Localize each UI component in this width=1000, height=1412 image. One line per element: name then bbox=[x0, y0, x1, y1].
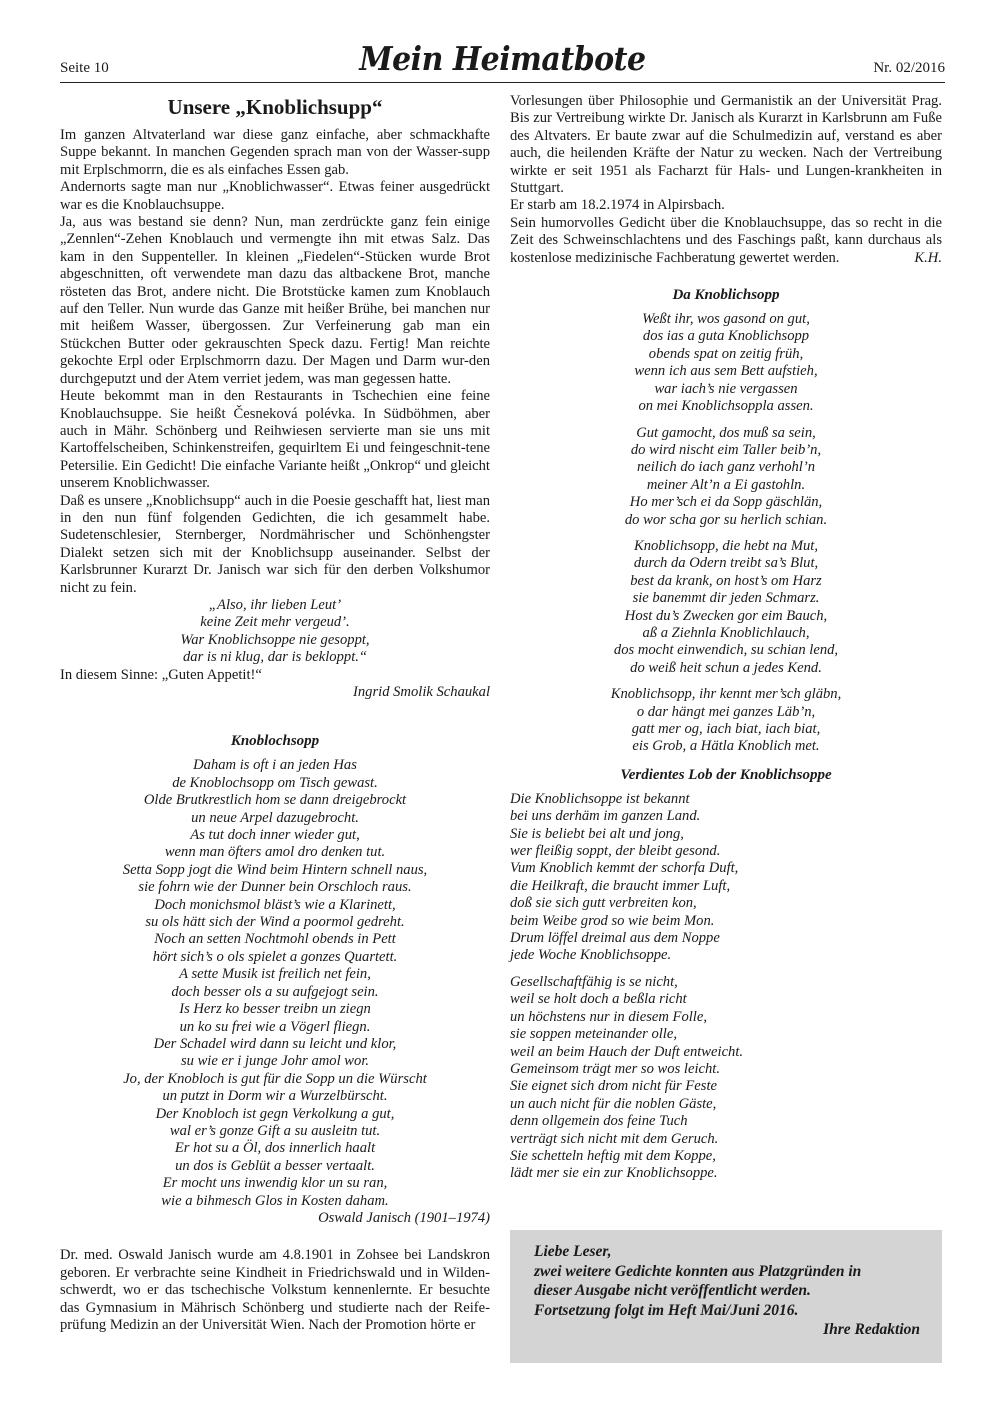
poem-line: Der Knobloch ist gegn Verkolkung a gut, bbox=[155, 1105, 395, 1122]
poem-line: do wor scha gor su herlich schian. bbox=[624, 511, 828, 528]
quote-line: „Also, ihr lieben Leut’ bbox=[208, 596, 342, 613]
poem-line: un auch nicht für die noblen Gäste, bbox=[510, 1095, 717, 1112]
left-column bbox=[60, 93, 490, 1334]
poem-line: bei uns derhäm im ganzen Land. bbox=[510, 808, 701, 825]
poem-line: un dos is Geblüt a besser vertaalt. bbox=[175, 1157, 375, 1174]
poem-line: Noch an setten Nochtmohl obends in Pett bbox=[154, 931, 396, 948]
poem-line: sie fohrn wie der Dunner bein Orschloch raus. bbox=[138, 879, 412, 896]
article-closing: In diesem Sinne: „Guten Appetit!“ bbox=[60, 666, 262, 683]
bio-signature: K.H. bbox=[914, 249, 942, 266]
poem-stanza bbox=[510, 686, 942, 756]
poem-line: Sie eignet sich drom nicht für Feste bbox=[510, 1078, 717, 1095]
right-column bbox=[510, 93, 942, 1192]
poem-stanza bbox=[510, 538, 942, 677]
poem-line: Ho mer’sch ei da Sopp gäschlän, bbox=[629, 494, 823, 511]
poem-line: lädt mer sie ein zur Knoblichsoppe. bbox=[510, 1165, 718, 1182]
poem-line: weil se holt doch a beßla richt bbox=[510, 991, 687, 1008]
page-header bbox=[60, 40, 945, 83]
poem-line: Drum löffel dreimal aus dem Noppe bbox=[510, 930, 720, 947]
poem-line: durch da Odern treibt sa’s Blut, bbox=[633, 555, 819, 572]
article-author: Ingrid Smolik Schaukal bbox=[353, 684, 490, 700]
poem-stanza bbox=[510, 311, 942, 415]
poem-line: Setta Sopp jogt die Wind beim Hintern schnell naus, bbox=[122, 861, 428, 878]
poem-line: un putzt in Dorm wir a Wurzelbürscht. bbox=[162, 1088, 388, 1105]
poem-line: wer fleißig soppt, der bleibt gesond. bbox=[510, 843, 721, 860]
poem-line: weil an beim Hauch der Duft entweicht. bbox=[510, 1043, 744, 1060]
poem-line: on mei Knoblichsoppla assen. bbox=[638, 398, 814, 415]
poem-line: wenn man öfters amol dro denken tut. bbox=[164, 844, 386, 861]
poem-line: su wie er i junge Johr amol wor. bbox=[180, 1053, 370, 1070]
masthead-logo: Mein Heimatbote bbox=[359, 40, 646, 79]
poem-line: Knoblichsopp, ihr kennt mer’sch gläbn, bbox=[610, 686, 842, 703]
article-paragraph: Ja, aus was bestand sie denn? Nun, man zerdrückte ganz fein einige „Zennlen“-Zehen Knoblauch und vermengte ihn mit etwas Salz. Das kam in den Suppenteller. In kleinen „Fiedelen“-Stücken wurde Brot abgeschnitten, oft verwendete man dazu das altbackene Brot, manche rösteten das Brot, andere nicht. Die Brotstücke kamen zum Knoblauch auf den Teller. Nun wurde das Ganze mit heißer Brühe, bei manchen nur mit heißem Wasser, übergossen. Zur Verfeinerung gab man ein Stückchen Butter oder gekrauschten Speck dazu. Fertig! Man reichte gekochte Erpl oder Erplschmorrn dazu. Der Magen und Darm wur-den durchgeputzt und der Atem verriet jedem, was man gegessen hatte. bbox=[60, 214, 490, 387]
bio-paragraph: Er starb am 18.2.1974 in Alpirsbach. bbox=[510, 197, 725, 214]
quote-line: War Knoblichsoppe nie gesoppt, bbox=[180, 631, 370, 648]
poem-line: Vum Knoblich kemmt der schorfa Duft, bbox=[510, 860, 739, 877]
quote-line: dar is ni klug, dar is bekloppt.“ bbox=[182, 649, 368, 666]
poem-line: wal er’s gonze Gift a su ausleitn tut. bbox=[169, 1122, 381, 1139]
poem-stanza bbox=[510, 974, 942, 1183]
article-paragraph: Heute bekommt man in den Restaurants in Tschechien eine feine Knoblauchsuppe. Sie heißt Česneková polévka. In Südböhmen, aber auch in Mähr. Schönberg und Reihwiesen servierte man sie uns mit Kartoffelscheiben, Schinkenstreifen, gequirltem Ei und feingeschnit-tene Petersilie. Ein Gedicht! Die einfache Variante heißt „Onkrop“ und gleicht unserem Knoblichwasser. bbox=[60, 388, 490, 492]
poem-line: su ols hätt sich der Wind a poormol gedreht. bbox=[145, 914, 405, 931]
poem-line: verträgt sich nicht mit dem Geruch. bbox=[510, 1130, 719, 1147]
poem-knoblochsopp bbox=[60, 757, 490, 1210]
poem-line: Weßt ihr, wos gasond on gut, bbox=[642, 311, 810, 328]
poem-line: Sie schetteln heftig mit dem Koppe, bbox=[510, 1147, 716, 1164]
poem-line: neilich do iach ganz verhohl’n bbox=[636, 459, 816, 476]
poem-stanza bbox=[510, 425, 942, 529]
poem-line: war iach’s nie vergassen bbox=[654, 380, 798, 397]
poem-stanza bbox=[510, 791, 942, 965]
poem-line: die Heilkraft, die braucht immer Luft, bbox=[510, 877, 731, 894]
article-quote bbox=[60, 597, 490, 667]
poem-line: wie a bihmesch Glos in Kosten daham. bbox=[161, 1192, 389, 1209]
issue-number: Nr. 02/2016 bbox=[873, 60, 945, 76]
page-number: Seite 10 bbox=[60, 60, 109, 76]
poem-line: wenn ich aus sem Bett aufstieh, bbox=[634, 363, 818, 380]
poem-line: doß sie sich gutt verbreiten kon, bbox=[510, 895, 697, 912]
poem-line: do wird nischt eim Taller beib’n, bbox=[630, 441, 822, 458]
poem-line: Gesellschaftfähig is se nicht, bbox=[510, 973, 678, 990]
notice-line: Liebe Leser, bbox=[534, 1243, 612, 1260]
poem-line: meiner Alt’n a Ei gastohln. bbox=[646, 476, 806, 493]
bio-paragraph-continued: Vorlesungen über Philosophie und Germanistik an der Universität Prag. Bis zur Vertreibung wirkte Dr. Janisch als Kurarzt in Karlsbrunn am Fuße des Altvaters. Er baute zwar auf die Schulmedizin auf, verstand es aber auch, die heilenden Kräfte der Natur zu wecken. Nach der Vertreibung wirkte er seit 1951 als Facharzt für Hals- und Lungen-krankheiten in Stuttgart. bbox=[510, 93, 942, 197]
poem-line: do weiß heit schun a jedes Kend. bbox=[630, 659, 822, 676]
poem-line: doch besser ols a su aufgejogt sein. bbox=[171, 983, 379, 1000]
poem-line: gatt mer og, iach biat, iach biat, bbox=[631, 721, 821, 737]
poem-line: Doch monichsmol bläst’s wie a Klarinett, bbox=[154, 896, 396, 913]
poem-line: Gemeinsom trägt mer so wos leicht. bbox=[510, 1060, 720, 1077]
article-paragraph: Andernorts sagte man nur „Knoblichwasser“. Etwas feiner ausgedrückt war es die Knoblauchsuppe. bbox=[60, 179, 490, 213]
poem-line: Die Knoblichsoppe ist bekannt bbox=[510, 790, 690, 807]
editorial-notice bbox=[510, 1230, 942, 1363]
notice-line: zwei weitere Gedichte konnten aus Platzgründen in bbox=[534, 1262, 862, 1280]
article-title: Unsere „Knoblichsupp“ bbox=[167, 95, 383, 119]
poem-line: un ko su frei wie a Vögerl fliegn. bbox=[179, 1018, 371, 1035]
poem-line: dos ias a guta Knoblichsopp bbox=[642, 328, 810, 345]
poem-line: Sie is beliebt bei alt und jong, bbox=[510, 825, 684, 842]
poem-line: Host du’s Zwecken gor eim Bauch, bbox=[624, 607, 828, 624]
poem-line: best da krank, on host’s om Harz bbox=[630, 572, 822, 589]
quote-line: keine Zeit mehr vergeud’. bbox=[200, 614, 350, 631]
poem-line: jede Woche Knoblichsoppe. bbox=[510, 947, 672, 964]
notice-signature: Ihre Redaktion bbox=[823, 1321, 920, 1338]
poem-line: denn ollgemein dos feine Tuch bbox=[510, 1113, 688, 1130]
poem-line: Is Herz ko besser treibn un ziegn bbox=[179, 1001, 371, 1018]
poem-line: Jo, der Knobloch is gut für die Sopp un die Würscht bbox=[123, 1070, 427, 1087]
article-paragraph: Daß es unsere „Knoblichsupp“ auch in die Poesie geschafft hat, liest man in den nun fünf folgenden Gedichten, die ich gesammelt habe. Sudetenschlesier, Sternberger, Nordmährischer und Schönhengster Dialekt setzen sich mit der Knoblichsupp auseinander. Selbst der Karlsbrunner Kurarzt Dr. Janisch war sich für den derben Volkshumor nicht zu fein. bbox=[60, 492, 490, 596]
poem-line: Olde Brutkrestlich hom se dann dreigebrockt bbox=[143, 792, 407, 809]
poem-line: o dar hängt mei ganzes Läb’n, bbox=[636, 703, 816, 720]
poem-line: hört sich’s o ols spielet a gonzes Quartett. bbox=[152, 948, 398, 965]
poem-line: beim Weibe grod so wie beim Mon. bbox=[510, 912, 715, 929]
poem-line: un neue Arpel dazugebrocht. bbox=[191, 809, 359, 826]
poem-line: sie soppen meteinander olle, bbox=[510, 1026, 677, 1043]
poem-line: sie banemmt dir jeden Schmarz. bbox=[632, 590, 820, 607]
poem-line: Knoblichsopp, die hebt na Mut, bbox=[633, 537, 819, 554]
notice-line: Fortsetzung folgt im Heft Mai/Juni 2016. bbox=[534, 1301, 799, 1319]
notice-line: dieser Ausgabe nicht veröffentlicht werden. bbox=[534, 1282, 811, 1299]
poem-title-knoblochsopp: Knoblochsopp bbox=[230, 733, 320, 750]
poem-line: As tut doch inner wieder gut, bbox=[190, 827, 360, 844]
poem-line: Daham is oft i an jeden Has bbox=[193, 757, 357, 774]
poem-line: eis Grob, a Hätla Knoblich met. bbox=[632, 738, 820, 755]
article-paragraph: Im ganzen Altvaterland war diese ganz einfache, aber schmackhafte Suppe bekannt. In manchen Gegenden sprach man von der Wasser-supp mit Erplschmorrn, die es als einfaches Essen gab. bbox=[60, 127, 490, 178]
bio-text: Sein humorvolles Gedicht über die Knoblauchsuppe, das so recht in die Zeit des Schweinschlachtens und des Faschings paßt, kann durchaus als kostenlose medizinische Fachberatung gewertet werden. bbox=[510, 214, 942, 266]
poem-da-knoblichsopp bbox=[510, 311, 942, 756]
poem-line: obends spat on zeitig früh, bbox=[648, 345, 804, 362]
poem-line: Der Schadel wird dann su leicht und klor, bbox=[153, 1035, 397, 1052]
poem-title-verdientes-lob: Verdientes Lob der Knoblichsoppe bbox=[620, 766, 832, 783]
poem-line: Gut gamocht, dos muß sa sein, bbox=[636, 424, 816, 441]
poem-line: aß a Ziehnla Knoblichlauch, bbox=[642, 624, 810, 641]
poem-line: de Knoblochsopp om Tisch gewast. bbox=[172, 774, 378, 791]
poem-line: Er hot su a Öl, dos innerlich haalt bbox=[174, 1140, 376, 1157]
poem-line: un höchstens nur in diesem Folle, bbox=[510, 1008, 707, 1025]
bio-paragraph: Dr. med. Oswald Janisch wurde am 4.8.1901 in Zohsee bei Landskron geboren. Er verbrachte seine Kindheit in Friedrichswald und in Wilden-schwerdt, wo er das tschechische Volkstum kennenlernte. Er besuchte das Gymnasium in Mährisch Schönberg und studierte nach der Reife-prüfung Medizin an der Universität Wien. Nach der Promotion hörte er bbox=[60, 1247, 490, 1333]
poem-title-da-knoblichsopp: Da Knoblichsopp bbox=[672, 287, 780, 304]
poem-verdientes-lob bbox=[510, 791, 942, 1183]
poem1-author: Oswald Janisch (1901–1974) bbox=[318, 1209, 490, 1226]
poem-line: A sette Musik ist freilich net fein, bbox=[179, 966, 371, 983]
poem-line: dos mocht einwendich, su schian lend, bbox=[613, 642, 839, 659]
bio-paragraph bbox=[510, 215, 942, 267]
poem-line: Er mocht uns inwendig klor un su ran, bbox=[162, 1175, 388, 1192]
